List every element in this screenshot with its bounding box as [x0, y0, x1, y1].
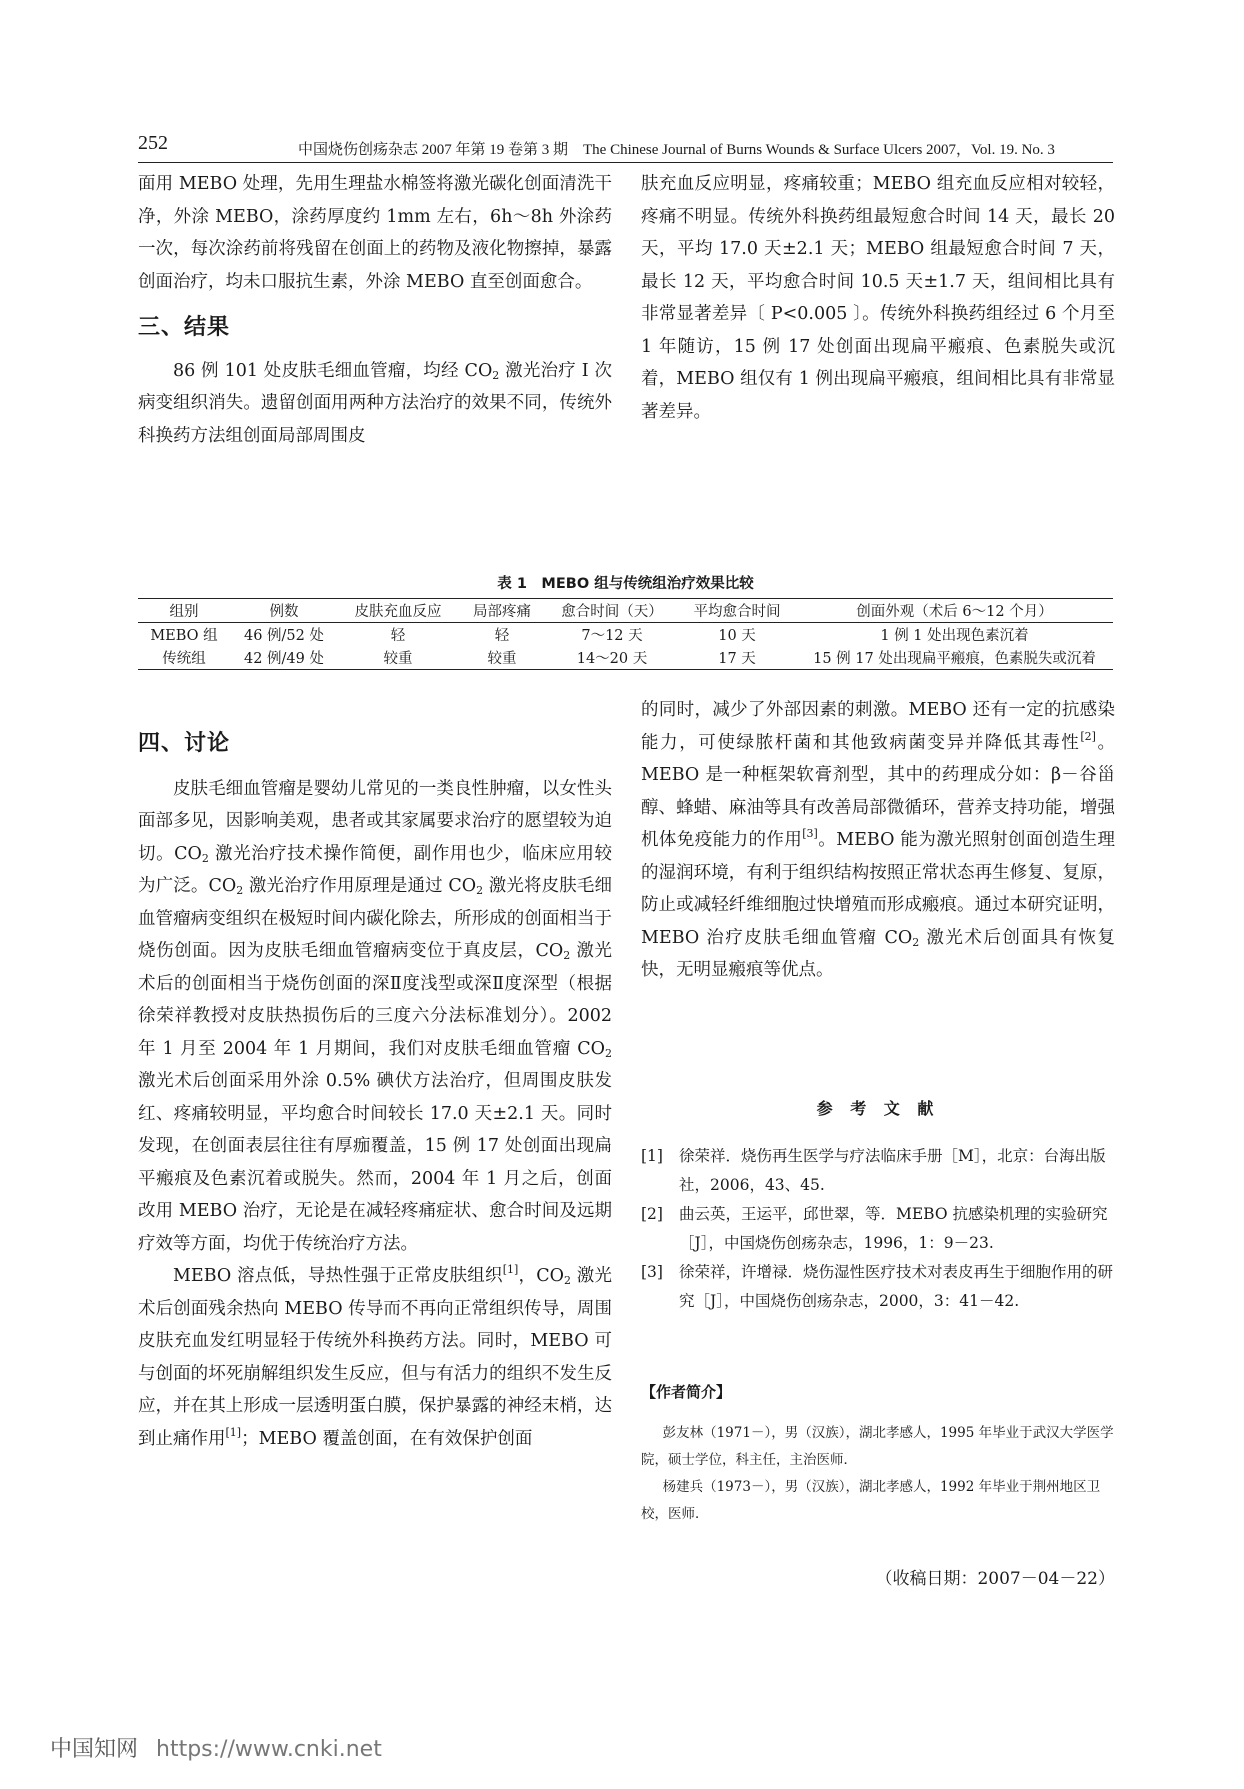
left-column-top [138, 168, 612, 452]
table-title: 表 1 MEBO 组与传统组治疗效果比较 [497, 576, 754, 592]
author-info-heading: 【作者简介】 [641, 1383, 732, 1401]
table-row [138, 623, 1113, 647]
table-cell: 17 天 [678, 646, 796, 670]
table-header-cell: 例数 [230, 599, 338, 623]
running-head: 中国烧伤创疡杂志 2007 年第 19 卷第 3 期 The Chinese Journal of Burns Wounds & Surface Ulcers 2007，Vol. 19. No. 3 [298, 142, 1055, 158]
reference-item: [1] 徐荣祥．烧伤再生医学与疗法临床手册［M］，北京：台海出版社，2006，43、45. [641, 1147, 1106, 1194]
results-paragraph-continued: 肤充血反应明显，疼痛较重；MEBO 组充血反应相对较轻，疼痛不明显。传统外科换药组最短愈合时间 14 天，最长 20 天，平均 17.0 天±2.1 天；MEBO 组最短愈合时间 7 天，最长 12 天，平均愈合时间 10.5 天±1.7 天，组间相比具有非常显著差异〔 P<0.005 〕。传统外科换药组经过 6 个月至 1 年随访，15 例 17 处创面出现扁平瘢痕、色素脱失或沉着，MEBO 组仅有 1 例出现扁平瘢痕，组间相比具有非常显著差异。 [641, 174, 1115, 422]
table-cell: 10 天 [718, 628, 756, 644]
citation-1: [1] [225, 1425, 242, 1439]
table-cell: 轻 [494, 628, 510, 644]
table-header-cell: 平均愈合时间 [678, 599, 796, 623]
discussion-paragraph-1: 皮肤毛细血管瘤是婴幼儿常见的一类良性肿瘤，以女性头面部多见，因影响美观，患者或其家属要求治疗的愿望较为迫切。$CO_2$ 激光治疗技术操作简便，副作用也少，临床应用较为广泛。$CO_2$ 激光治疗作用原理是通过 $CO_2$ 激光将皮肤毛细血管瘤病变组织在极短时间内碳化除去，所形成的创面相当于烧伤创面。因为皮肤毛细血管瘤病变位于真皮层，$CO_2$ 激光术后的创面相当于烧伤创面的深Ⅱ度浅型或深Ⅱ度深型（根据徐荣祥教授对皮肤热损伤后的三度六分法标准划分）。2002 年 1 月至 2004 年 1 月期间，我们对皮肤毛细血管瘤 $CO_2$ 激光术后创面采用外涂 0.5% 碘伏方法治疗，但周围皮肤发红、疼痛较明显，平均愈合时间较长 17.0 天±2.1 天。同时发现，在创面表层往往有厚痂覆盖，15 例 17 处创面出现扁平瘢痕及色素沉着或脱失。然而，2004 年 1 月之后，创面改用 MEBO 治疗，无论是在减轻疼痛症状、愈合时间及远期疗效等方面，均优于传统治疗方法。 [138, 778, 612, 1254]
page-number: 252 [138, 132, 168, 154]
section-heading-discussion: 四、讨论 [138, 731, 231, 756]
left-column-bottom [138, 728, 612, 1455]
references-list [641, 1142, 1115, 1316]
comparison-table [138, 598, 1113, 670]
methods-paragraph-end: 面用 MEBO 处理，先用生理盐水棉签将激光碳化创面清洗干净，外涂 MEBO，涂药厚度约 1mm 左右，6h～8h 外涂药一次，每次涂药前将残留在创面上的药物及液化物擦掉，暴露创面治疗，均未口服抗生素，外涂 MEBO 直至创面愈合。 [138, 174, 612, 292]
cnki-watermark [50, 1732, 382, 1763]
table-cell: 15 例 17 处出现扁平瘢痕，色素脱失或沉着 [796, 646, 1113, 670]
reference-item: [3] 徐荣祥，许增禄．烧伤湿性医疗技术对表皮再生于细胞作用的研究［J］，中国烧伤创疡杂志，2000，3：41－42. [641, 1263, 1114, 1310]
table-cell: 较重 [458, 646, 546, 670]
results-paragraph: 86 例 101 处皮肤毛细血管瘤，均经 $CO_2$ 激光治疗 I 次病变组织消失。遗留创面用两种方法治疗的效果不同，传统外科换药方法组创面局部周围皮 [138, 360, 612, 446]
table-cell: 较重 [338, 646, 458, 670]
author-bio: 彭友林（1971－），男（汉族），湖北孝感人，1995 年毕业于武汉大学医学院，硕士学位，科主任，主治医师． [641, 1425, 1114, 1468]
table-row [138, 646, 1113, 670]
table-cell: 46 例/52 处 [243, 628, 324, 644]
table-header-row [138, 599, 1113, 623]
citation-2: [2] [1080, 729, 1096, 743]
table-cell: 传统组 [138, 646, 230, 670]
right-column-top [641, 168, 1115, 428]
right-column-bottom [641, 694, 1115, 987]
table-header-cell: 局部疼痛 [458, 599, 546, 623]
cnki-logo-text: 中国知网 [50, 1737, 139, 1762]
discussion-paragraph-2: MEBO 溶点低，导热性强于正常皮肤组织[1]，$CO_2$ 激光术后创面残余热向 MEBO 传导而不再向正常组织传导，周围皮肤充血发红明显轻于传统外科换药方法。同时，MEBO 可与创面的坏死崩解组织发生反应，但与有活力的组织不发生反应，并在其上形成一层透明蛋白膜，保护暴露的神经末梢，达到止痛作用[1]；MEBO 覆盖创面，在有效保护创面 [138, 1263, 612, 1449]
section-heading-results: 三、结果 [138, 315, 231, 340]
cnki-url[interactable]: https://www.cnki.net [156, 1737, 382, 1762]
table-header-cell: 组别 [138, 599, 230, 623]
discussion-paragraph-continued: 的同时，减少了外部因素的刺激。MEBO 还有一定的抗感染能力，可使绿脓杆菌和其他致病菌变异并降低其毒性[2]。MEBO 是一种框架软膏剂型，其中的药理成分如：β－谷甾醇、蜂蜡、麻油等具有改善局部微循环，营养支持功能，增强机体免疫能力的作用[3]。MEBO 能为激光照射创面创造生理的湿润环境，有利于组织结构按照正常状态再生修复、复原，防止或减轻纤维细胞过快增殖而形成瘢痕。通过本研究证明，MEBO 治疗皮肤毛细血管瘤 $CO_2$ 激光术后创面具有恢复快，无明显瘢痕等优点。 [641, 700, 1116, 980]
reference-item: [2] 曲云英，王运平，邱世翠，等．MEBO 抗感染机理的实验研究［J］，中国烧伤创疡杂志，1996，1：9－23. [641, 1205, 1108, 1252]
table-cell: MEBO 组 [150, 628, 218, 644]
header-rule [138, 162, 1113, 163]
author-bio: 杨建兵（1973－），男（汉族），湖北孝感人，1992 年毕业于荆州地区卫校，医师． [641, 1479, 1101, 1522]
references-heading: 参 考 文 献 [816, 1099, 940, 1118]
citation-1: [1] [502, 1263, 519, 1276]
table-cell: 轻 [390, 628, 406, 644]
table-cell: 1 例 1 处出现色素沉着 [880, 628, 1029, 644]
table-header-cell: 愈合时间（天） [546, 599, 678, 623]
received-date: （收稿日期：2007－04－22） [875, 1569, 1115, 1589]
table-cell: 14～20 天 [546, 646, 678, 670]
table-cell: 7～12 天 [581, 628, 643, 644]
table-cell: 42 例/49 处 [230, 646, 338, 670]
author-info [641, 1420, 1115, 1528]
table-header-cell: 创面外观（术后 6～12 个月） [796, 599, 1113, 623]
table-header-cell: 皮肤充血反应 [338, 599, 458, 623]
citation-3: [3] [802, 827, 818, 840]
